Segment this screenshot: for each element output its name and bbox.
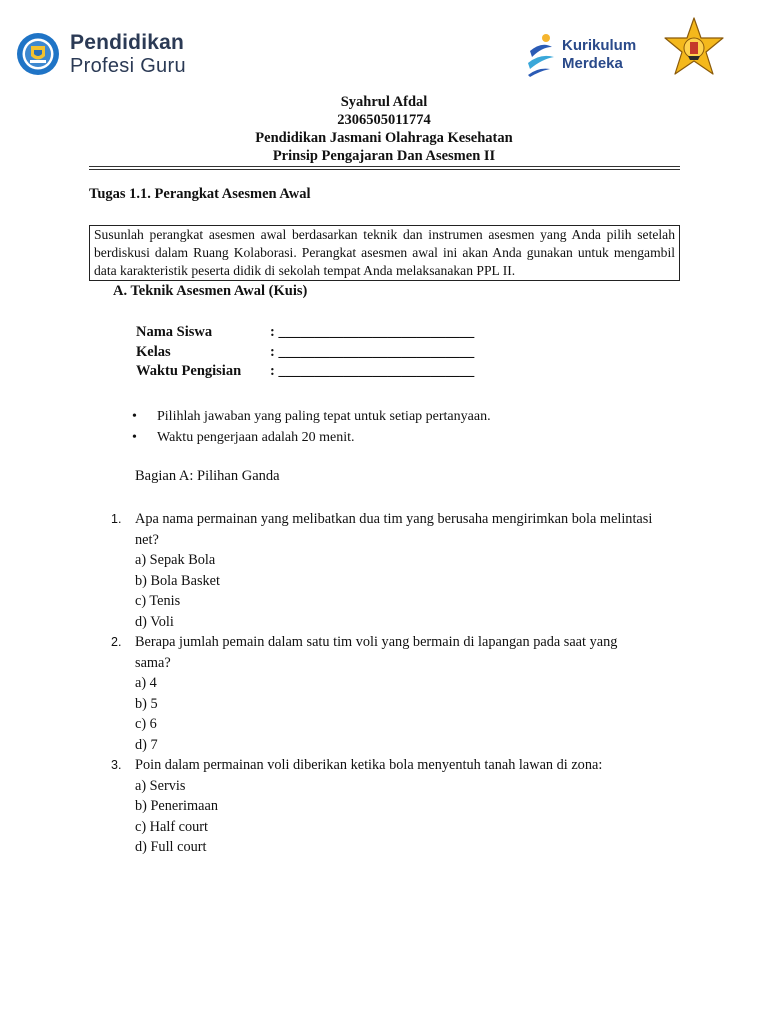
field-blank: : ___________________________ (270, 363, 475, 379)
answer-option: c) 6 (135, 716, 157, 732)
question-number: 2. (111, 635, 122, 649)
answer-option: b) Bola Basket (135, 572, 220, 589)
instruction-bullets (132, 406, 491, 448)
answer-option: b) Penerimaan (135, 798, 218, 814)
answer-option: a) Sepak Bola (135, 552, 216, 568)
instruction-box: Susunlah perangkat asesmen awal berdasarkan teknik dan instrumen asesmen yang Anda pilih setelah berdiskusi dalam Ruang Kolaborasi. Perangkat asesmen awal ini akan Anda gunakan untuk mengambil data karakteristik peserta didik di sekolah tempat Anda melaksanakan PPL II. (89, 225, 680, 281)
field-label: Nama Siswa (136, 324, 213, 340)
ppg-logo-line1: Pendidikan (70, 31, 185, 54)
kurikulum-merdeka-logo (526, 33, 636, 77)
answer-option: d) 7 (135, 736, 158, 753)
document-header (0, 93, 768, 165)
bullet-icon: • (132, 430, 137, 445)
ppg-logo (16, 32, 186, 76)
question-2 (111, 632, 655, 755)
answer-option: d) Full court (135, 839, 207, 855)
header-divider-thin (89, 169, 680, 170)
answer-option: b) 5 (135, 695, 158, 712)
student-name: Syahrul Afdal (340, 94, 428, 110)
bullet-text: Waktu pengerjaan adalah 20 menit. (157, 430, 355, 445)
student-nim: 2306505011774 (337, 112, 431, 128)
kurikulum-merdeka-line2: Merdeka (562, 55, 623, 72)
question-number: 1. (111, 512, 122, 526)
bullet-icon: • (132, 409, 137, 424)
university-emblem (662, 16, 726, 87)
field-kelas (136, 343, 475, 364)
header-divider (89, 166, 680, 167)
field-label: Kelas (136, 343, 171, 360)
answer-option: c) Tenis (135, 593, 181, 609)
bullet-text: Pilihlah jawaban yang paling tepat untuk setiap pertanyaan. (157, 409, 491, 424)
field-nama-siswa (136, 324, 475, 344)
answer-option: a) Servis (135, 777, 186, 794)
student-info-fields (136, 324, 475, 383)
field-label: Waktu Pengisian (136, 363, 242, 379)
question-list (111, 509, 655, 858)
answer-option: d) Voli (135, 613, 174, 630)
bullet-item (132, 427, 491, 448)
ppg-logo-line2: Profesi Guru (70, 55, 186, 77)
question-3 (111, 755, 655, 858)
section-a-heading: A. Teknik Asesmen Awal (Kuis) (113, 283, 308, 299)
bullet-item (132, 406, 491, 427)
question-number: 3. (111, 758, 122, 772)
study-program: Pendidikan Jasmani Olahraga Kesehatan (255, 130, 513, 146)
part-label: Bagian A: Pilihan Ganda (135, 468, 280, 484)
answer-option: c) Half court (135, 818, 209, 835)
answer-option: a) 4 (135, 675, 157, 691)
question-stem: Poin dalam permainan voli diberikan ketika bola menyentuh tanah lawan di zona: (135, 757, 603, 773)
field-blank: : ___________________________ (270, 324, 475, 340)
kurikulum-merdeka-line1: Kurikulum (562, 37, 637, 54)
tut-wuri-emblem-icon (16, 32, 60, 76)
task-title: Tugas 1.1. Perangkat Asesmen Awal (89, 186, 311, 202)
question-stem: Berapa jumlah pemain dalam satu tim voli yang bermain di lapangan pada saat yang sama? (135, 634, 618, 671)
question-1 (111, 509, 655, 632)
question-stem: Apa nama permainan yang melibatkan dua tim yang berusaha mengirimkan bola melintasi net? (135, 511, 653, 548)
kurikulum-merdeka-mark-icon (526, 33, 556, 77)
field-blank: : ___________________________ (270, 343, 475, 360)
university-star-emblem-icon (662, 16, 726, 82)
course-title: Prinsip Pengajaran Dan Asesmen II (272, 148, 496, 164)
field-waktu-pengisian (136, 363, 475, 383)
